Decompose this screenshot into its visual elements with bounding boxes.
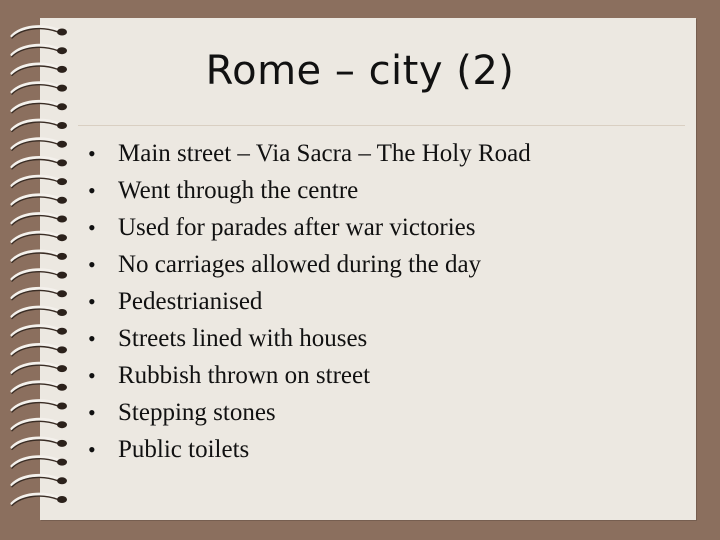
list-item	[88, 436, 531, 473]
bullet-icon: •	[88, 178, 96, 203]
binding-ring	[12, 270, 58, 279]
slide-title: Rome – city (2)	[205, 48, 515, 94]
bullet-icon: •	[88, 437, 96, 462]
binding-hole	[57, 459, 67, 466]
bullet-icon: •	[88, 215, 96, 240]
binding-ring	[12, 307, 58, 316]
binding-hole	[57, 159, 67, 166]
bullet-text: Main street – Via Sacra – The Holy Road	[118, 140, 531, 167]
bullet-text: Rubbish thrown on street	[118, 362, 371, 389]
binding-hole	[57, 328, 67, 335]
binding-hole	[57, 272, 67, 279]
binding-ring	[12, 251, 58, 260]
list-item	[88, 325, 531, 362]
binding-ring	[12, 494, 58, 503]
binding-ring	[12, 101, 58, 110]
binding-ring	[12, 176, 58, 185]
binding-ring	[12, 419, 58, 428]
binding-hole	[57, 216, 67, 223]
list-item	[88, 288, 531, 325]
bullet-icon: •	[88, 363, 96, 388]
list-item	[88, 177, 531, 214]
list-item	[88, 399, 531, 436]
binding-ring	[12, 139, 58, 148]
bullet-text: Used for parades after war victories	[118, 214, 476, 241]
binding-ring	[12, 288, 58, 297]
bullet-icon: •	[88, 326, 96, 351]
list-item	[88, 214, 531, 251]
binding-ring	[12, 120, 58, 129]
binding-hole	[57, 421, 67, 428]
bullet-text: Went through the centre	[118, 177, 359, 204]
spiral-binding-icon	[8, 22, 78, 522]
bullet-icon: •	[88, 400, 96, 425]
binding-ring	[12, 158, 58, 167]
binding-ring	[12, 382, 58, 391]
binding-hole	[57, 477, 67, 484]
binding-ring	[12, 438, 58, 447]
binding-hole	[57, 403, 67, 410]
binding-hole	[57, 141, 67, 148]
binding-hole	[57, 365, 67, 372]
binding-hole	[57, 440, 67, 447]
bullet-icon: •	[88, 141, 96, 166]
list-item	[88, 362, 531, 399]
bullet-list	[88, 140, 531, 473]
binding-ring	[12, 475, 58, 484]
bullet-text: No carriages allowed during the day	[118, 251, 482, 278]
binding-hole	[57, 122, 67, 129]
binding-hole	[57, 346, 67, 353]
bullet-text: Public toilets	[118, 436, 250, 463]
binding-ring	[12, 232, 58, 241]
bullet-text: Pedestrianised	[118, 288, 263, 315]
list-item	[88, 251, 531, 288]
binding-hole	[57, 384, 67, 391]
bullet-text: Stepping stones	[118, 399, 276, 426]
binding-hole	[57, 234, 67, 241]
binding-ring	[12, 214, 58, 223]
binding-hole	[57, 309, 67, 316]
binding-ring	[12, 345, 58, 354]
binding-hole	[57, 29, 67, 36]
binding-hole	[57, 103, 67, 110]
list-item	[88, 140, 531, 177]
binding-hole	[57, 253, 67, 260]
binding-hole	[57, 290, 67, 297]
bullet-text: Streets lined with houses	[118, 325, 368, 352]
binding-ring	[12, 363, 58, 372]
bullet-icon: •	[88, 289, 96, 314]
binding-ring	[12, 27, 58, 36]
title-divider	[78, 125, 685, 126]
binding-hole	[57, 496, 67, 503]
bullet-icon: •	[88, 252, 96, 277]
binding-ring	[12, 457, 58, 466]
binding-ring	[12, 195, 58, 204]
binding-hole	[57, 197, 67, 204]
binding-ring	[12, 326, 58, 335]
binding-ring	[12, 401, 58, 410]
binding-hole	[57, 178, 67, 185]
